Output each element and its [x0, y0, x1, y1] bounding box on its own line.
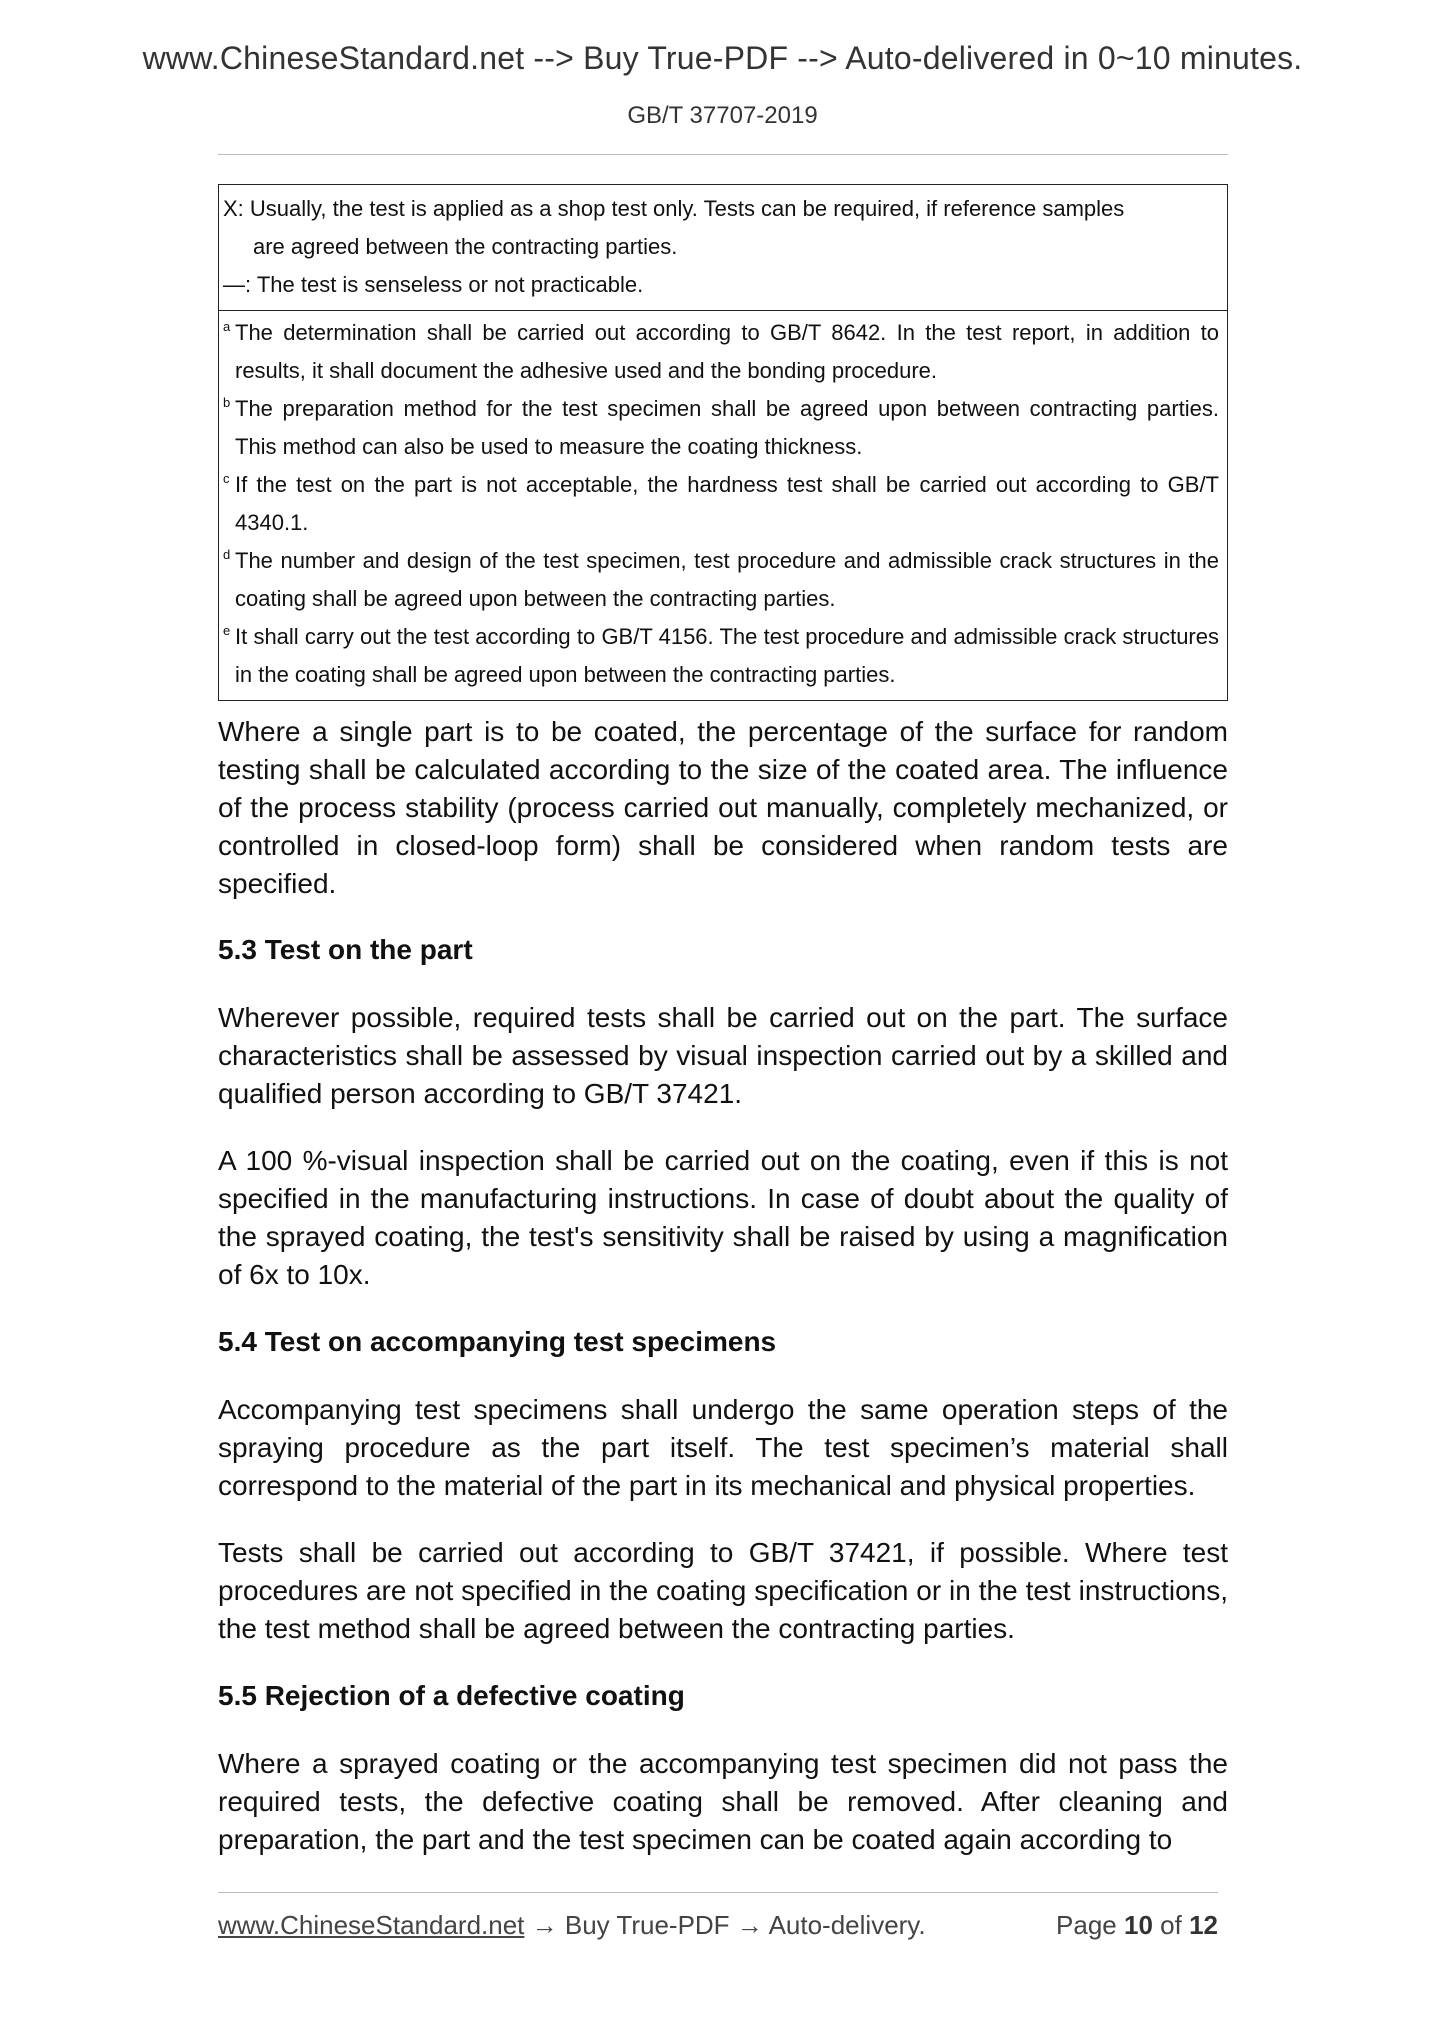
- footnote-c: [223, 466, 1219, 542]
- total-pages: 12: [1189, 1910, 1218, 1940]
- footer-divider: [218, 1892, 1218, 1893]
- document-code: GB/T 37707-2019: [627, 102, 818, 129]
- paragraph-random-testing: Where a single part is to be coated, the percentage of the surface for random testing shall be calculated according to the size of the coated area. The influence of the process stability (process carried out manually, completely mechanized, or controlled in closed-loop form) shall be considered when random tests are specified.: [218, 716, 1228, 899]
- paragraph-visual-inspection: A 100 %-visual inspection shall be carried out on the coating, even if this is not specified in the manufacturing instructions. In case of doubt about the quality of the sprayed coating, the test's sensitivity shall be raised by using a magnification of 6x to 10x.: [218, 1145, 1228, 1290]
- footnote-a: [223, 314, 1219, 390]
- paragraph-defective-coating: Where a sprayed coating or the accompanying test specimen did not pass the required tests, the defective coating shall be removed. After cleaning and preparation, the part and the test specimen can be coated again according to: [218, 1748, 1228, 1855]
- section-heading-5-4: 5.4 Test on accompanying test specimens: [218, 1326, 777, 1357]
- footnote-mark: d: [223, 547, 231, 562]
- footer-tagline: → Buy True-PDF → Auto-delivery.: [524, 1910, 926, 1940]
- footnote-e: [223, 618, 1219, 694]
- table-notes-box: [218, 184, 1228, 701]
- footnote-mark: e: [223, 623, 231, 638]
- site-banner[interactable]: www.ChineseStandard.net --> Buy True-PDF --> Auto-delivered in 0~10 minutes.: [142, 40, 1303, 76]
- footnote-text: If the test on the part is not acceptable, the hardness test shall be carried out according to GB/T 4340.1.: [235, 472, 1219, 535]
- footnote-text: The determination shall be carried out according to GB/T 8642. In the test report, in addition to results, it shall document the adhesive used and the bonding procedure.: [235, 320, 1219, 383]
- section-heading-5-5: 5.5 Rejection of a defective coating: [218, 1680, 685, 1711]
- footnote-mark: b: [223, 395, 231, 410]
- header-divider: [218, 154, 1228, 155]
- legend-x-line: X: Usually, the test is applied as a shop test only. Tests can be required, if reference samples: [223, 196, 1125, 221]
- paragraph-test-procedures: Tests shall be carried out according to GB/T 37421, if possible. Where test procedures are not specified in the coating specification or in the test instructions, the test method shall be agreed between the contracting parties.: [218, 1537, 1228, 1644]
- footnote-mark: a: [223, 319, 231, 334]
- of-label: of: [1160, 1910, 1182, 1940]
- table-legend: [219, 185, 1227, 311]
- legend-x-line-continued: are agreed between the contracting parties.: [253, 234, 678, 259]
- footnote-mark: c: [223, 471, 230, 486]
- paragraph-test-on-part: Wherever possible, required tests shall be carried out on the part. The surface characteristics shall be assessed by visual inspection carried out by a skilled and qualified person according to GB/T 37421.: [218, 1002, 1228, 1109]
- page-label: Page: [1056, 1910, 1117, 1940]
- table-footnotes: [219, 311, 1227, 700]
- page-number: 10: [1124, 1910, 1153, 1940]
- footnote-text: It shall carry out the test according to GB/T 4156. The test procedure and admissible crack structures in the coating shall be agreed upon between the contracting parties.: [235, 624, 1219, 687]
- footnote-d: [223, 542, 1219, 618]
- footnote-text: The preparation method for the test specimen shall be agreed upon between contracting parties. This method can also be used to measure the coating thickness.: [235, 396, 1219, 459]
- footer-site-link[interactable]: www.ChineseStandard.net: [218, 1910, 525, 1940]
- page-indicator: [1056, 1910, 1218, 1941]
- page-footer: [218, 1910, 1218, 1941]
- legend-dash-line: —: The test is senseless or not practicable.: [223, 272, 644, 297]
- footnote-text: The number and design of the test specimen, test procedure and admissible crack structures in the coating shall be agreed upon between the contracting parties.: [235, 548, 1219, 611]
- section-heading-5-3: 5.3 Test on the part: [218, 934, 473, 965]
- paragraph-accompanying-specimens: Accompanying test specimens shall undergo the same operation steps of the spraying procedure as the part itself. The test specimen’s material shall correspond to the material of the part in its mechanical and physical properties.: [218, 1394, 1228, 1501]
- footnote-b: [223, 390, 1219, 466]
